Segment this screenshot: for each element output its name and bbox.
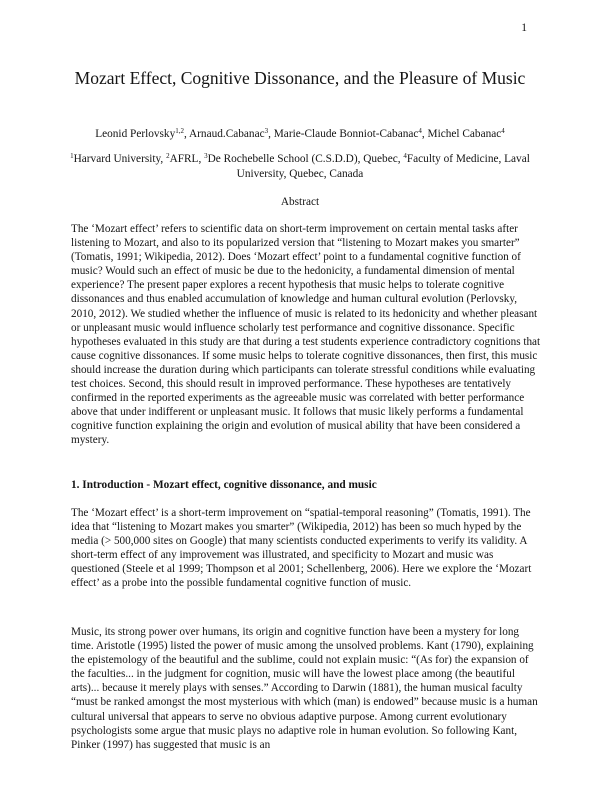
affiliation-text: Harvard University, (73, 153, 167, 165)
affiliation-mark: 1 (70, 152, 74, 160)
author-name: Leonid Perlovsky (95, 128, 176, 140)
body-paragraph: The ‘Mozart effect’ is a short-term improvement on “spatial-temporal reasoning” (Tomatis, 1991). The idea that “listening to Mozart makes you smarter” (Wikipedia, 2012) has been so much hyped by the media (> 500,000 sites on Google) that many scientists conducted experiments to verify its validity. A short-term effect of any improvement was illustrated, and specificity to Mozart and music was questioned (Steele et al 1999; Thompson et al 2001; Schellenberg, 2006). Here we explore the ‘Mozart effect’ as a probe into the possible fundamental cognitive function of music. (71, 507, 532, 590)
author-affiliation-mark: 3 (264, 127, 269, 135)
affiliation-text: Faculty of Medicine, Laval University, Quebec, Canada (236, 153, 530, 180)
author-name: Marie-Claude Bonniot-Cabanac (273, 128, 419, 140)
paper-title: Mozart Effect, Cognitive Dissonance, and the Pleasure of Music (74, 68, 526, 88)
author-affiliation-mark: 1,2 (175, 127, 184, 135)
section-heading: 1. Introduction - Mozart effect, cognitive dissonance, and music (71, 479, 377, 491)
author-affiliation-mark: 4 (418, 127, 422, 135)
body-paragraph: Music, its strong power over humans, its origin and cognitive function have been a mystery for long time. Aristotle (1995) listed the power of music among the unsolved problems. Kant (1790), explaining the epistemology of the beautiful and the sublime, could not explain music: “(As for) the expansion of the faculties... in the judgment for cognition, music will have the lowest place among (the beautiful arts)... because it merely plays with senses.” According to Darwin (1881), the human musical faculty “must be ranked amongst the most mysterious with which (man) is endowed” because music is a human cultural universal that appears to serve no obvious adaptive purpose. Among current evolutionary psychologists some argue that music plays no adaptive role in human evolution. So following Kant, Pinker (1997) has suggested that music is an (71, 626, 538, 751)
author-name: Michel Cabanac (427, 128, 502, 140)
affiliation-list (60, 152, 540, 182)
author-separator: , (421, 128, 428, 140)
affiliation-mark: 4 (403, 152, 407, 160)
author-list (60, 127, 540, 141)
author-name: Arnaud.Cabanac (189, 128, 265, 140)
affiliation-mark: 2 (166, 152, 170, 160)
abstract-body: The ‘Mozart effect’ refers to scientific data on short-term improvement on certain mental tasks after listening to Mozart, and also to its popularized version that “listening to Mozart makes you smarter” (Tomatis, 1991; Wikipedia, 2012). Does ‘Mozart effect’ point to a fundamental cognitive function of music? Would such an effect of music be due to the hedonicity, a fundamental dimension of mental experience? The present paper explores a recent hypothesis that music helps to tolerate cognitive dissonances and thus enabled accumulation of knowledge and human cultural evolution (Perlovsky, 2010, 2012). We studied whether the influence of music is related to its hedonicity and whether pleasant or unpleasant music would influence scholarly test performance and cognitive dissonance. Specific hypotheses evaluated in this study are that during a test students experience contradictory cognitions that cause cognitive dissonances. If some music helps to tolerate cognitive dissonances, then first, this music should increase the duration during which participants can tolerate stressful conditions while evaluating test choices. Second, this should result in improved performance. These hypotheses are tentatively confirmed in the reported experiments as the agreeable music was correlated with better performance above that under indifferent or unpleasant music. It follows that music likely performs a fundamental cognitive function explaining the origin and evolution of musical ability that have been considered a mystery. (71, 223, 541, 447)
author-separator: , (268, 128, 274, 140)
affiliation-mark: 3 (204, 152, 208, 160)
affiliation-text: AFRL, (169, 153, 205, 165)
abstract-heading: Abstract (280, 196, 320, 208)
author-affiliation-mark: 4 (501, 127, 505, 135)
affiliation-text: De Rochebelle School (C.S.D.D), Quebec, (207, 153, 404, 165)
page-number: 1 (521, 22, 527, 34)
author-separator: , (183, 128, 190, 140)
